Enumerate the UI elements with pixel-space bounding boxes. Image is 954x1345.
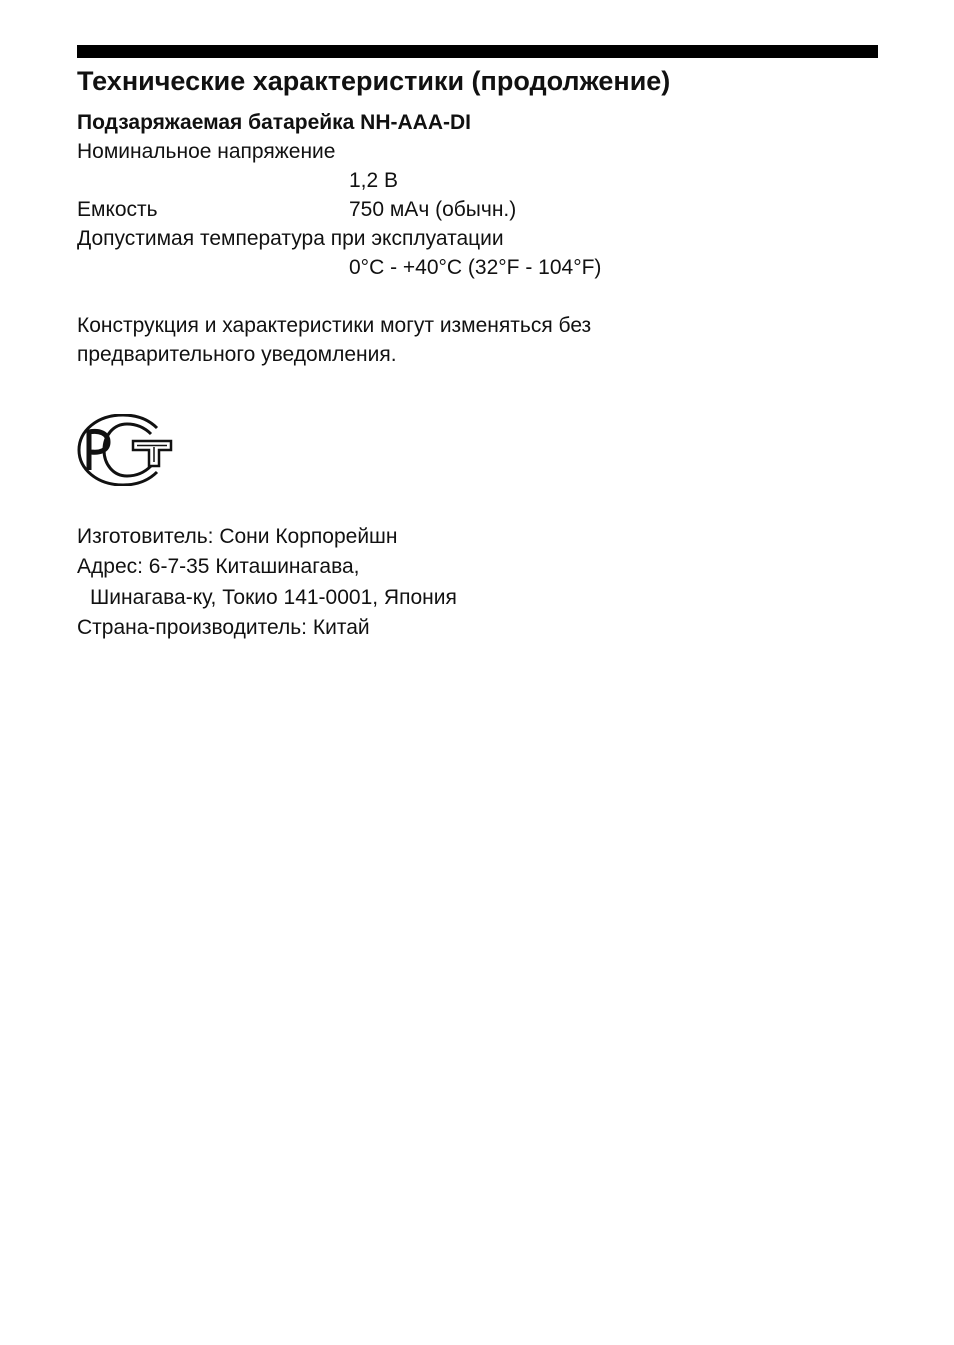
- header-rule: [77, 45, 878, 58]
- spec-value-voltage: 1,2 В: [349, 169, 399, 192]
- battery-heading: Подзаряжаемая батарейка NH-AAA-DI: [77, 111, 471, 134]
- manufacturer-address-1: Адрес: 6-7-35 Киташинагава,: [77, 555, 360, 578]
- manufacturer-name: Изготовитель: Сони Корпорейшн: [77, 525, 398, 548]
- manufacturer-country: Страна-производитель: Китай: [77, 616, 370, 639]
- spec-value-temperature: 0°C - +40°C (32°F - 104°F): [349, 256, 602, 279]
- notice-line-2: предварительного уведомления.: [77, 343, 397, 366]
- rst-certification-mark-icon: [77, 414, 173, 486]
- spec-value-capacity: 750 мАч (обычн.): [349, 198, 517, 221]
- notice-line-1: Конструкция и характеристики могут изменяться без: [77, 314, 592, 337]
- spec-label-capacity: Емкость: [77, 198, 158, 221]
- spec-label-voltage: Номинальное напряжение: [77, 140, 336, 163]
- manufacturer-address-2: Шинагава-ку, Токио 141-0001, Япония: [90, 586, 457, 609]
- page-title: Технические характеристики (продолжение): [77, 66, 671, 96]
- spec-label-temperature: Допустимая температура при эксплуатации: [77, 227, 504, 250]
